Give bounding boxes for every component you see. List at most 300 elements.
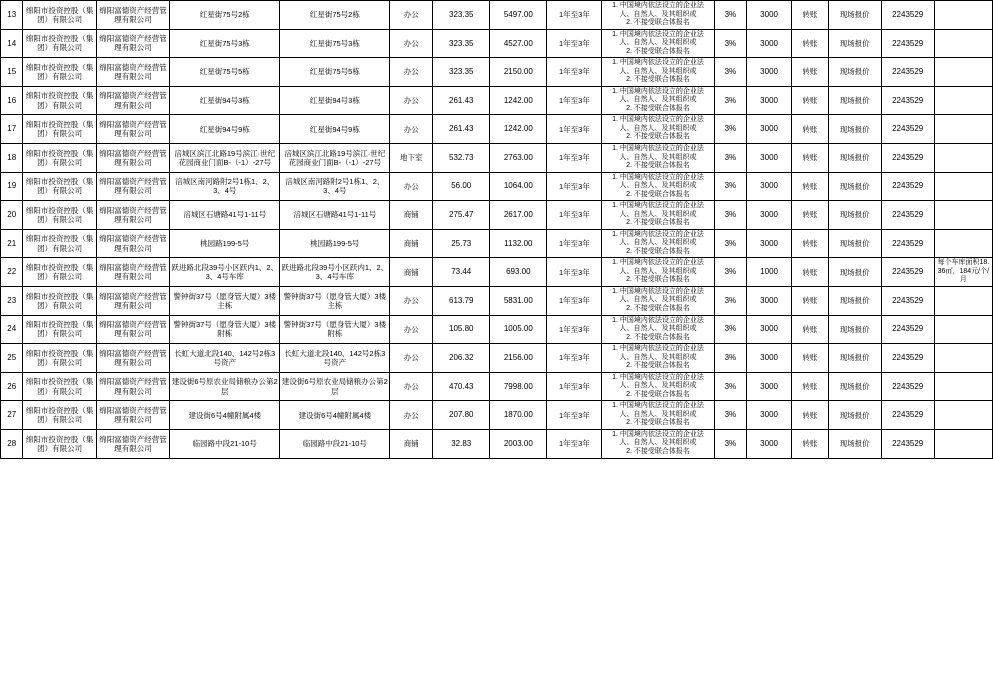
manager-unit: 绵阳富德资产经营管理有限公司 — [96, 86, 169, 115]
asset-use: 办公 — [390, 315, 433, 344]
lease-conditions — [602, 172, 714, 201]
contact-phone: 2243529 — [881, 229, 934, 258]
row-note — [934, 58, 992, 87]
manager-unit: 绵阳富德资产经营管理有限公司 — [96, 429, 169, 458]
lease-term: 1年至3年 — [547, 29, 602, 58]
lease-conditions — [602, 58, 714, 87]
asset-use: 地下室 — [390, 143, 433, 172]
owner-unit: 绵阳市投资控股（集团）有限公司 — [23, 201, 96, 230]
condition-line: 1. 中国境内依法设立的企业法 — [612, 316, 704, 324]
asset-name: 警钟街37号（愿身管大厦）3楼主栋 — [170, 286, 280, 315]
table-row — [1, 372, 993, 401]
asset-area: 207.80 — [433, 401, 490, 430]
condition-line: 人、自然人、及其组织或 — [619, 124, 697, 132]
payment-method: 转账 — [792, 315, 829, 344]
condition-line: 人、自然人、及其组织或 — [619, 182, 697, 190]
owner-unit: 绵阳市投资控股（集团）有限公司 — [23, 58, 96, 87]
owner-unit: 绵阳市投资控股（集团）有限公司 — [23, 258, 96, 287]
payment-method: 转账 — [792, 286, 829, 315]
lease-term: 1年至3年 — [547, 401, 602, 430]
owner-unit: 绵阳市投资控股（集团）有限公司 — [23, 115, 96, 144]
table-row — [1, 344, 993, 373]
deposit-ratio: 3% — [714, 172, 747, 201]
condition-line: 1. 中国境内依法设立的企业法 — [612, 30, 704, 38]
deposit-ratio: 3% — [714, 1, 747, 30]
deposit-amount: 3000 — [747, 229, 792, 258]
row-index: 15 — [1, 58, 23, 87]
contact-phone: 2243529 — [881, 258, 934, 287]
asset-area: 470.43 — [433, 372, 490, 401]
asset-name: 涪城区石塘路41号1-11号 — [170, 201, 280, 230]
lease-term: 1年至3年 — [547, 372, 602, 401]
asset-name: 红星街75号5栋 — [170, 58, 280, 87]
row-note — [934, 86, 992, 115]
lease-term: 1年至3年 — [547, 86, 602, 115]
asset-name: 涪城区滨江北路19号滨江·世纪花园商业门面B-（-1）-27号 — [170, 143, 280, 172]
trade-method: 现场报价 — [828, 315, 881, 344]
asset-location: 红星街75号5栋 — [280, 58, 390, 87]
asset-location: 建设街6号原农业局储粮办公第2层 — [280, 372, 390, 401]
owner-unit: 绵阳市投资控股（集团）有限公司 — [23, 429, 96, 458]
asset-value: 5831.00 — [490, 286, 547, 315]
condition-line: 人、自然人、及其组织或 — [619, 153, 697, 161]
trade-method: 现场报价 — [828, 372, 881, 401]
trade-method: 现场报价 — [828, 344, 881, 373]
condition-line: 1. 中国境内依法设立的企业法 — [612, 259, 704, 267]
contact-phone: 2243529 — [881, 429, 934, 458]
deposit-amount: 3000 — [747, 344, 792, 373]
condition-line: 人、自然人、及其组织或 — [619, 410, 697, 418]
condition-line: 1. 中国境内依法设立的企业法 — [612, 430, 704, 438]
asset-value: 2003.00 — [490, 429, 547, 458]
lease-conditions — [602, 286, 714, 315]
condition-line: 2. 不接受联合体报名 — [626, 333, 690, 341]
trade-method: 现场报价 — [828, 86, 881, 115]
table-row — [1, 172, 993, 201]
asset-name: 建设街6号原农业局储粮办公第2层 — [170, 372, 280, 401]
table-row — [1, 29, 993, 58]
row-index: 18 — [1, 143, 23, 172]
condition-line: 1. 中国境内依法设立的企业法 — [612, 202, 704, 210]
row-index: 21 — [1, 229, 23, 258]
condition-line: 1. 中国境内依法设立的企业法 — [612, 373, 704, 381]
manager-unit: 绵阳富德资产经营管理有限公司 — [96, 115, 169, 144]
condition-line: 人、自然人、及其组织或 — [619, 382, 697, 390]
row-note — [934, 372, 992, 401]
deposit-ratio: 3% — [714, 29, 747, 58]
condition-line: 人、自然人、及其组织或 — [619, 210, 697, 218]
deposit-ratio: 3% — [714, 401, 747, 430]
asset-location: 桃园路199-5号 — [280, 229, 390, 258]
lease-conditions — [602, 115, 714, 144]
deposit-amount: 3000 — [747, 429, 792, 458]
lease-term: 1年至3年 — [547, 115, 602, 144]
condition-line: 2. 不接受联合体报名 — [626, 419, 690, 427]
contact-phone: 2243529 — [881, 1, 934, 30]
asset-value: 1242.00 — [490, 86, 547, 115]
deposit-amount: 3000 — [747, 1, 792, 30]
deposit-ratio: 3% — [714, 201, 747, 230]
asset-name: 涪城区南河路附2号1栋1、2、3、4号 — [170, 172, 280, 201]
asset-value: 1064.00 — [490, 172, 547, 201]
owner-unit: 绵阳市投资控股（集团）有限公司 — [23, 286, 96, 315]
asset-name: 警钟街37号（愿身管大厦）3楼附栋 — [170, 315, 280, 344]
condition-line: 1. 中国境内依法设立的企业法 — [612, 116, 704, 124]
owner-unit: 绵阳市投资控股（集团）有限公司 — [23, 172, 96, 201]
asset-area: 261.43 — [433, 115, 490, 144]
payment-method: 转账 — [792, 344, 829, 373]
asset-use: 商铺 — [390, 258, 433, 287]
manager-unit: 绵阳富德资产经营管理有限公司 — [96, 143, 169, 172]
asset-use: 办公 — [390, 86, 433, 115]
asset-use: 办公 — [390, 29, 433, 58]
lease-term: 1年至3年 — [547, 143, 602, 172]
asset-use: 办公 — [390, 1, 433, 30]
asset-location: 涪城区南河路附2号1栋1、2、3、4号 — [280, 172, 390, 201]
table-row — [1, 229, 993, 258]
lease-conditions — [602, 29, 714, 58]
deposit-amount: 3000 — [747, 201, 792, 230]
asset-value: 2763.00 — [490, 143, 547, 172]
payment-method: 转账 — [792, 1, 829, 30]
table-row — [1, 86, 993, 115]
asset-use: 办公 — [390, 344, 433, 373]
asset-value: 7998.00 — [490, 372, 547, 401]
trade-method: 现场报价 — [828, 29, 881, 58]
asset-area: 275.47 — [433, 201, 490, 230]
table-row — [1, 401, 993, 430]
row-index: 25 — [1, 344, 23, 373]
deposit-ratio: 3% — [714, 229, 747, 258]
asset-location: 警钟街37号（愿身管大厦）3楼主栋 — [280, 286, 390, 315]
owner-unit: 绵阳市投资控股（集团）有限公司 — [23, 229, 96, 258]
row-note — [934, 172, 992, 201]
condition-line: 2. 不接受联合体报名 — [626, 190, 690, 198]
deposit-ratio: 3% — [714, 115, 747, 144]
asset-location: 警钟街37号（愿身管大厦）3楼附栋 — [280, 315, 390, 344]
asset-area: 56.00 — [433, 172, 490, 201]
lease-term: 1年至3年 — [547, 315, 602, 344]
manager-unit: 绵阳富德资产经营管理有限公司 — [96, 1, 169, 30]
asset-value: 693.00 — [490, 258, 547, 287]
deposit-ratio: 3% — [714, 344, 747, 373]
asset-value: 2156.00 — [490, 344, 547, 373]
payment-method: 转账 — [792, 58, 829, 87]
manager-unit: 绵阳富德资产经营管理有限公司 — [96, 58, 169, 87]
row-note — [934, 229, 992, 258]
condition-line: 2. 不接受联合体报名 — [626, 133, 690, 141]
condition-line: 2. 不接受联合体报名 — [626, 247, 690, 255]
condition-line: 1. 中国境内依法设立的企业法 — [612, 87, 704, 95]
payment-method: 转账 — [792, 372, 829, 401]
lease-term: 1年至3年 — [547, 229, 602, 258]
asset-area: 323.35 — [433, 29, 490, 58]
asset-area: 613.79 — [433, 286, 490, 315]
contact-phone: 2243529 — [881, 86, 934, 115]
deposit-amount: 3000 — [747, 58, 792, 87]
contact-phone: 2243529 — [881, 286, 934, 315]
asset-name: 红星街75号2栋 — [170, 1, 280, 30]
lease-conditions — [602, 258, 714, 287]
asset-use: 办公 — [390, 172, 433, 201]
table-row — [1, 115, 993, 144]
condition-line: 2. 不接受联合体报名 — [626, 390, 690, 398]
trade-method: 现场报价 — [828, 286, 881, 315]
row-note — [934, 401, 992, 430]
trade-method: 现场报价 — [828, 201, 881, 230]
condition-line: 1. 中国境内依法设立的企业法 — [612, 173, 704, 181]
table-row — [1, 258, 993, 287]
trade-method: 现场报价 — [828, 58, 881, 87]
asset-value: 1870.00 — [490, 401, 547, 430]
condition-line: 1. 中国境内依法设立的企业法 — [612, 402, 704, 410]
payment-method: 转账 — [792, 172, 829, 201]
condition-line: 人、自然人、及其组织或 — [619, 67, 697, 75]
payment-method: 转账 — [792, 429, 829, 458]
asset-use: 办公 — [390, 286, 433, 315]
row-index: 16 — [1, 86, 23, 115]
condition-line: 人、自然人、及其组织或 — [619, 39, 697, 47]
condition-line: 人、自然人、及其组织或 — [619, 296, 697, 304]
asset-use: 办公 — [390, 401, 433, 430]
condition-line: 1. 中国境内依法设立的企业法 — [612, 2, 704, 9]
condition-line: 人、自然人、及其组织或 — [619, 10, 697, 18]
condition-line: 人、自然人、及其组织或 — [619, 325, 697, 333]
deposit-amount: 3000 — [747, 286, 792, 315]
payment-method: 转账 — [792, 258, 829, 287]
table-row — [1, 1, 993, 30]
asset-area: 73.44 — [433, 258, 490, 287]
asset-use: 办公 — [390, 372, 433, 401]
table-body — [1, 1, 993, 459]
owner-unit: 绵阳市投资控股（集团）有限公司 — [23, 143, 96, 172]
manager-unit: 绵阳富德资产经营管理有限公司 — [96, 286, 169, 315]
payment-method: 转账 — [792, 115, 829, 144]
deposit-amount: 1000 — [747, 258, 792, 287]
manager-unit: 绵阳富德资产经营管理有限公司 — [96, 258, 169, 287]
row-note — [934, 429, 992, 458]
row-index: 22 — [1, 258, 23, 287]
owner-unit: 绵阳市投资控股（集团）有限公司 — [23, 1, 96, 30]
manager-unit: 绵阳富德资产经营管理有限公司 — [96, 229, 169, 258]
asset-name: 临园路中段21-10号 — [170, 429, 280, 458]
contact-phone: 2243529 — [881, 201, 934, 230]
deposit-ratio: 3% — [714, 86, 747, 115]
condition-line: 人、自然人、及其组织或 — [619, 96, 697, 104]
asset-name: 红星街75号3栋 — [170, 29, 280, 58]
asset-area: 25.73 — [433, 229, 490, 258]
row-index: 14 — [1, 29, 23, 58]
trade-method: 现场报价 — [828, 115, 881, 144]
asset-area: 532.73 — [433, 143, 490, 172]
table-row — [1, 429, 993, 458]
deposit-amount: 3000 — [747, 372, 792, 401]
asset-name: 桃园路199-5号 — [170, 229, 280, 258]
lease-conditions — [602, 143, 714, 172]
asset-area: 206.32 — [433, 344, 490, 373]
trade-method: 现场报价 — [828, 1, 881, 30]
condition-line: 2. 不接受联合体报名 — [626, 19, 690, 27]
row-index: 27 — [1, 401, 23, 430]
table-row — [1, 201, 993, 230]
payment-method: 转账 — [792, 229, 829, 258]
lease-conditions — [602, 315, 714, 344]
row-note — [934, 344, 992, 373]
deposit-ratio: 3% — [714, 258, 747, 287]
trade-method: 现场报价 — [828, 143, 881, 172]
asset-area: 32.83 — [433, 429, 490, 458]
lease-term: 1年至3年 — [547, 1, 602, 30]
manager-unit: 绵阳富德资产经营管理有限公司 — [96, 401, 169, 430]
payment-method: 转账 — [792, 29, 829, 58]
lease-conditions — [602, 86, 714, 115]
deposit-amount: 3000 — [747, 29, 792, 58]
asset-name: 红星街94号3栋 — [170, 86, 280, 115]
row-note — [934, 315, 992, 344]
lease-term: 1年至3年 — [547, 429, 602, 458]
asset-location: 涪城区石塘路41号1-11号 — [280, 201, 390, 230]
contact-phone: 2243529 — [881, 115, 934, 144]
asset-area: 323.35 — [433, 58, 490, 87]
condition-line: 人、自然人、及其组织或 — [619, 439, 697, 447]
asset-name: 跃进路北段39号小区跃内1、2、3、4号车库 — [170, 258, 280, 287]
manager-unit: 绵阳富德资产经营管理有限公司 — [96, 372, 169, 401]
table-row — [1, 143, 993, 172]
contact-phone: 2243529 — [881, 344, 934, 373]
lease-conditions — [602, 229, 714, 258]
deposit-ratio: 3% — [714, 429, 747, 458]
asset-location: 红星街94号3栋 — [280, 86, 390, 115]
table-row — [1, 315, 993, 344]
row-index: 17 — [1, 115, 23, 144]
deposit-ratio: 3% — [714, 372, 747, 401]
row-note: 每个车库面积18.36㎡，184元/个/月 — [934, 258, 992, 287]
asset-value: 1132.00 — [490, 229, 547, 258]
lease-term: 1年至3年 — [547, 286, 602, 315]
deposit-ratio: 3% — [714, 286, 747, 315]
asset-value: 4527.00 — [490, 29, 547, 58]
asset-area: 323.35 — [433, 1, 490, 30]
condition-line: 1. 中国境内依法设立的企业法 — [612, 59, 704, 67]
lease-conditions — [602, 344, 714, 373]
condition-line: 2. 不接受联合体报名 — [626, 362, 690, 370]
asset-use: 办公 — [390, 115, 433, 144]
asset-location: 红星街94号9栋 — [280, 115, 390, 144]
table-row — [1, 286, 993, 315]
deposit-amount: 3000 — [747, 143, 792, 172]
owner-unit: 绵阳市投资控股（集团）有限公司 — [23, 372, 96, 401]
asset-location: 红星街75号3栋 — [280, 29, 390, 58]
asset-area: 105.80 — [433, 315, 490, 344]
lease-term: 1年至3年 — [547, 201, 602, 230]
asset-use: 商铺 — [390, 429, 433, 458]
asset-location: 临园路中段21-10号 — [280, 429, 390, 458]
payment-method: 转账 — [792, 143, 829, 172]
owner-unit: 绵阳市投资控股（集团）有限公司 — [23, 86, 96, 115]
deposit-ratio: 3% — [714, 143, 747, 172]
table-row — [1, 58, 993, 87]
trade-method: 现场报价 — [828, 172, 881, 201]
lease-conditions — [602, 372, 714, 401]
deposit-amount: 3000 — [747, 401, 792, 430]
contact-phone: 2243529 — [881, 172, 934, 201]
asset-value: 5497.00 — [490, 1, 547, 30]
asset-location: 长虹大道北段140、142号2栋3号资产 — [280, 344, 390, 373]
lease-term: 1年至3年 — [547, 58, 602, 87]
row-index: 23 — [1, 286, 23, 315]
asset-value: 2617.00 — [490, 201, 547, 230]
lease-conditions — [602, 401, 714, 430]
condition-line: 1. 中国境内依法设立的企业法 — [612, 230, 704, 238]
deposit-amount: 3000 — [747, 315, 792, 344]
deposit-amount: 3000 — [747, 86, 792, 115]
row-note — [934, 286, 992, 315]
condition-line: 人、自然人、及其组织或 — [619, 353, 697, 361]
asset-name: 建设街6号4幢附属4楼 — [170, 401, 280, 430]
row-note — [934, 143, 992, 172]
asset-value: 1242.00 — [490, 115, 547, 144]
condition-line: 2. 不接受联合体报名 — [626, 447, 690, 455]
row-index: 28 — [1, 429, 23, 458]
asset-use: 商铺 — [390, 201, 433, 230]
asset-location: 涪城区滨江北路19号滨江·世纪花园商业门面B-（-1）-27号 — [280, 143, 390, 172]
asset-location: 红星街75号2栋 — [280, 1, 390, 30]
deposit-ratio: 3% — [714, 58, 747, 87]
manager-unit: 绵阳富德资产经营管理有限公司 — [96, 344, 169, 373]
row-note — [934, 29, 992, 58]
trade-method: 现场报价 — [828, 401, 881, 430]
condition-line: 人、自然人、及其组织或 — [619, 239, 697, 247]
condition-line: 2. 不接受联合体报名 — [626, 76, 690, 84]
row-index: 13 — [1, 1, 23, 30]
row-note — [934, 201, 992, 230]
contact-phone: 2243529 — [881, 143, 934, 172]
row-index: 19 — [1, 172, 23, 201]
asset-value: 2150.00 — [490, 58, 547, 87]
deposit-ratio: 3% — [714, 315, 747, 344]
row-note — [934, 115, 992, 144]
manager-unit: 绵阳富德资产经营管理有限公司 — [96, 29, 169, 58]
contact-phone: 2243529 — [881, 29, 934, 58]
contact-phone: 2243529 — [881, 401, 934, 430]
row-index: 20 — [1, 201, 23, 230]
lease-conditions — [602, 429, 714, 458]
asset-use: 商铺 — [390, 229, 433, 258]
trade-method: 现场报价 — [828, 258, 881, 287]
owner-unit: 绵阳市投资控股（集团）有限公司 — [23, 401, 96, 430]
asset-value: 1005.00 — [490, 315, 547, 344]
condition-line: 2. 不接受联合体报名 — [626, 104, 690, 112]
payment-method: 转账 — [792, 201, 829, 230]
condition-line: 1. 中国境内依法设立的企业法 — [612, 287, 704, 295]
trade-method: 现场报价 — [828, 429, 881, 458]
deposit-amount: 3000 — [747, 172, 792, 201]
payment-method: 转账 — [792, 86, 829, 115]
row-note — [934, 1, 992, 30]
condition-line: 1. 中国境内依法设立的企业法 — [612, 144, 704, 152]
asset-location: 跃进路北段39号小区跃内1、2、3、4号车库 — [280, 258, 390, 287]
manager-unit: 绵阳富德资产经营管理有限公司 — [96, 201, 169, 230]
asset-use: 办公 — [390, 58, 433, 87]
contact-phone: 2243529 — [881, 315, 934, 344]
condition-line: 人、自然人、及其组织或 — [619, 267, 697, 275]
manager-unit: 绵阳富德资产经营管理有限公司 — [96, 172, 169, 201]
condition-line: 2. 不接受联合体报名 — [626, 305, 690, 312]
deposit-amount: 3000 — [747, 115, 792, 144]
condition-line: 2. 不接受联合体报名 — [626, 162, 690, 170]
contact-phone: 2243529 — [881, 372, 934, 401]
owner-unit: 绵阳市投资控股（集团）有限公司 — [23, 344, 96, 373]
